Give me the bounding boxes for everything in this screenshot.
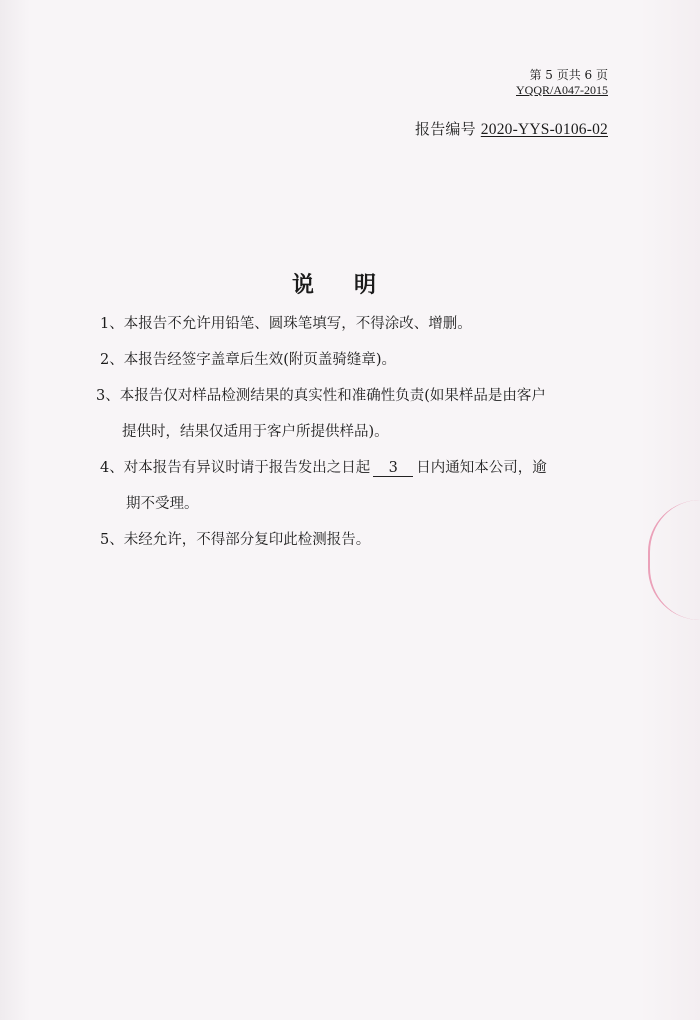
- note-text-continued: 期不受理。: [126, 496, 199, 512]
- note-text-continued: 提供时，结果仅适用于客户所提供样品)。: [122, 424, 389, 440]
- page-info-block: [516, 68, 608, 98]
- report-number-label: 报告编号: [415, 120, 476, 138]
- form-code: YQQR/A047-2015: [516, 83, 608, 97]
- report-number-value: 2020-YYS-0106-02: [480, 121, 608, 138]
- note-item-4: [100, 450, 620, 522]
- report-number: [415, 118, 608, 139]
- seal-stamp-fragment: [648, 500, 700, 620]
- note-number: 5、: [100, 532, 124, 548]
- days-blank-value: 3: [373, 460, 413, 477]
- note-item-5: [100, 522, 620, 558]
- note-number: 3、: [96, 388, 120, 404]
- note-text: 本报告不允许用铅笔、圆珠笔填写，不得涂改、增删。: [123, 316, 472, 332]
- notes-list: [96, 306, 620, 558]
- note-text: 未经允许，不得部分复印此检测报告。: [123, 532, 371, 548]
- note-item-1: [100, 306, 620, 342]
- note-text: 对本报告有异议时请于报告发出之日起: [123, 460, 371, 476]
- note-text: 本报告仅对样品检测结果的真实性和准确性负责(如果样品是由客户: [119, 388, 546, 404]
- note-item-3: [96, 378, 620, 450]
- note-number: 2、: [100, 352, 124, 368]
- note-text: 本报告经签字盖章后生效(附页盖骑缝章)。: [123, 352, 397, 368]
- note-text-after: 日内通知本公司，逾: [416, 460, 547, 476]
- page-title: 说明: [291, 273, 416, 298]
- page-count: 第 5 页共 6 页: [529, 68, 608, 82]
- note-item-2: [100, 342, 620, 378]
- note-number: 4、: [100, 460, 124, 476]
- note-number: 1、: [100, 316, 124, 332]
